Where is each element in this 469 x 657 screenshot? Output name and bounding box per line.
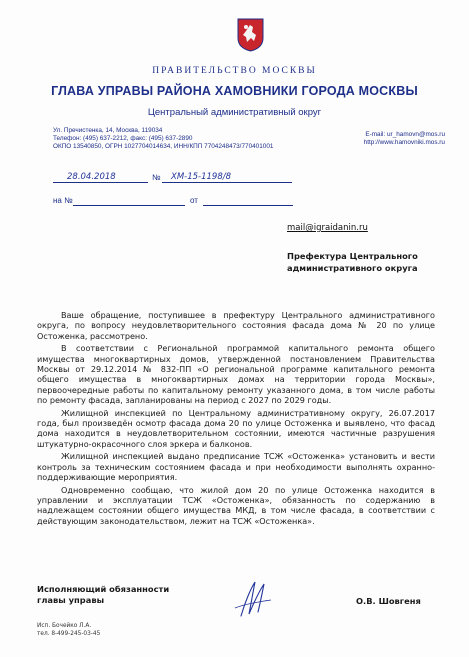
outgoing-number: ХМ-15-1198/8: [171, 172, 232, 182]
recipient-email[interactable]: mail@igraidanin.ru: [287, 223, 368, 233]
executor-phone: тел. 8-499-245-03-45: [37, 631, 101, 637]
letterhead-address: [53, 127, 333, 151]
signatory-position: Исполняющий обязанности главы управы: [37, 584, 170, 605]
signatory-name: О.В. Шовгеня: [356, 596, 421, 606]
number-prefix: №: [152, 173, 161, 182]
paragraph: В соответствии с Региональной программой капитального ремонта общего имущества многоквартирных домов, утвержденной постановлением Правительства Москвы от 29.12.2014 № 832-ПП «О региональной программе капитального ремонта общего имущества в многоквартирных домах на территории города Москвы», первоочередные работы по капитальному ремонту указанного дома, в том числе работы по ремонту фасада, запланированы на период с 2027 по 2029 годы.: [37, 343, 435, 406]
executor-info: [37, 622, 100, 638]
ref-number-prefix: на №: [53, 196, 73, 205]
registration-codes-line: ОКПО 13540850, ОГРН 1027704014634, ИНН/КПП 7704248473/770401001: [53, 143, 274, 150]
outgoing-registration-row: [53, 171, 293, 185]
paragraph: Жилищной инспекцией выдано предписание ТСЖ «Остоженка» установить и вести контроль за техническим состоянием фасада и при необходимости выполнять охранно-поддерживающие мероприятия.: [37, 451, 435, 483]
paragraph: Ваше обращение, поступившее в префектуру Центрального административного округа, по вопросу неудовлетворительного состояния фасада дома № 20 по улице Остоженка, рассмотрено.: [37, 310, 435, 341]
letter-body: [37, 310, 435, 528]
phone-line: Телефон: (495) 637-2212, факс: (495) 637-2890: [53, 135, 193, 142]
handwritten-signature-icon: [227, 578, 277, 620]
organization-title: ГЛАВА УПРАВЫ РАЙОНА ХАМОВНИКИ ГОРОДА МОСКВЫ: [51, 84, 418, 98]
moscow-coat-of-arms-icon: [237, 18, 264, 52]
government-heading: ПРАВИТЕЛЬСТВО МОСКВЫ: [152, 66, 317, 76]
paragraph: Одновременно сообщаю, что жилой дом 20 по улице Остоженка находится в управлении и эксплуатации ТСЖ «Остоженка», обязанность по содержанию в надлежащем состоянии общего имущества МКД, в том числе фасада, в соответствии с действующим законодательством, лежит на ТСЖ «Остоженка».: [37, 484, 435, 526]
letterhead-website: http://www.hamovniki.mos.ru: [363, 139, 445, 146]
executor-name: Исп. Бочейко Л.А.: [37, 623, 92, 629]
addressee: Префектура Центрального административного округа: [287, 251, 418, 273]
letterhead-contacts: [315, 131, 445, 147]
reference-registration-row: [53, 194, 293, 208]
outgoing-date: 28.04.2018: [67, 172, 116, 182]
ref-from-label: от: [190, 196, 198, 205]
letterhead-email: E-mail: ur_hamovn@mos.ru: [365, 131, 445, 138]
paragraph: Жилищной инспекцией по Центральному административному округу, 26.07.2017 года, был произведён осмотр фасада дома 20 по улице Остоженка и выявлено, что фасад дома находится в неудовлетворительном состоянии, имеются частичные разрушения штукатурно-окрасочного слоя эркера и балконов.: [37, 407, 435, 449]
okrug-subtitle: Центральный административный округ: [147, 107, 322, 118]
address-line: Ул. Пречистенка, 14, Москва, 119034: [53, 127, 163, 134]
